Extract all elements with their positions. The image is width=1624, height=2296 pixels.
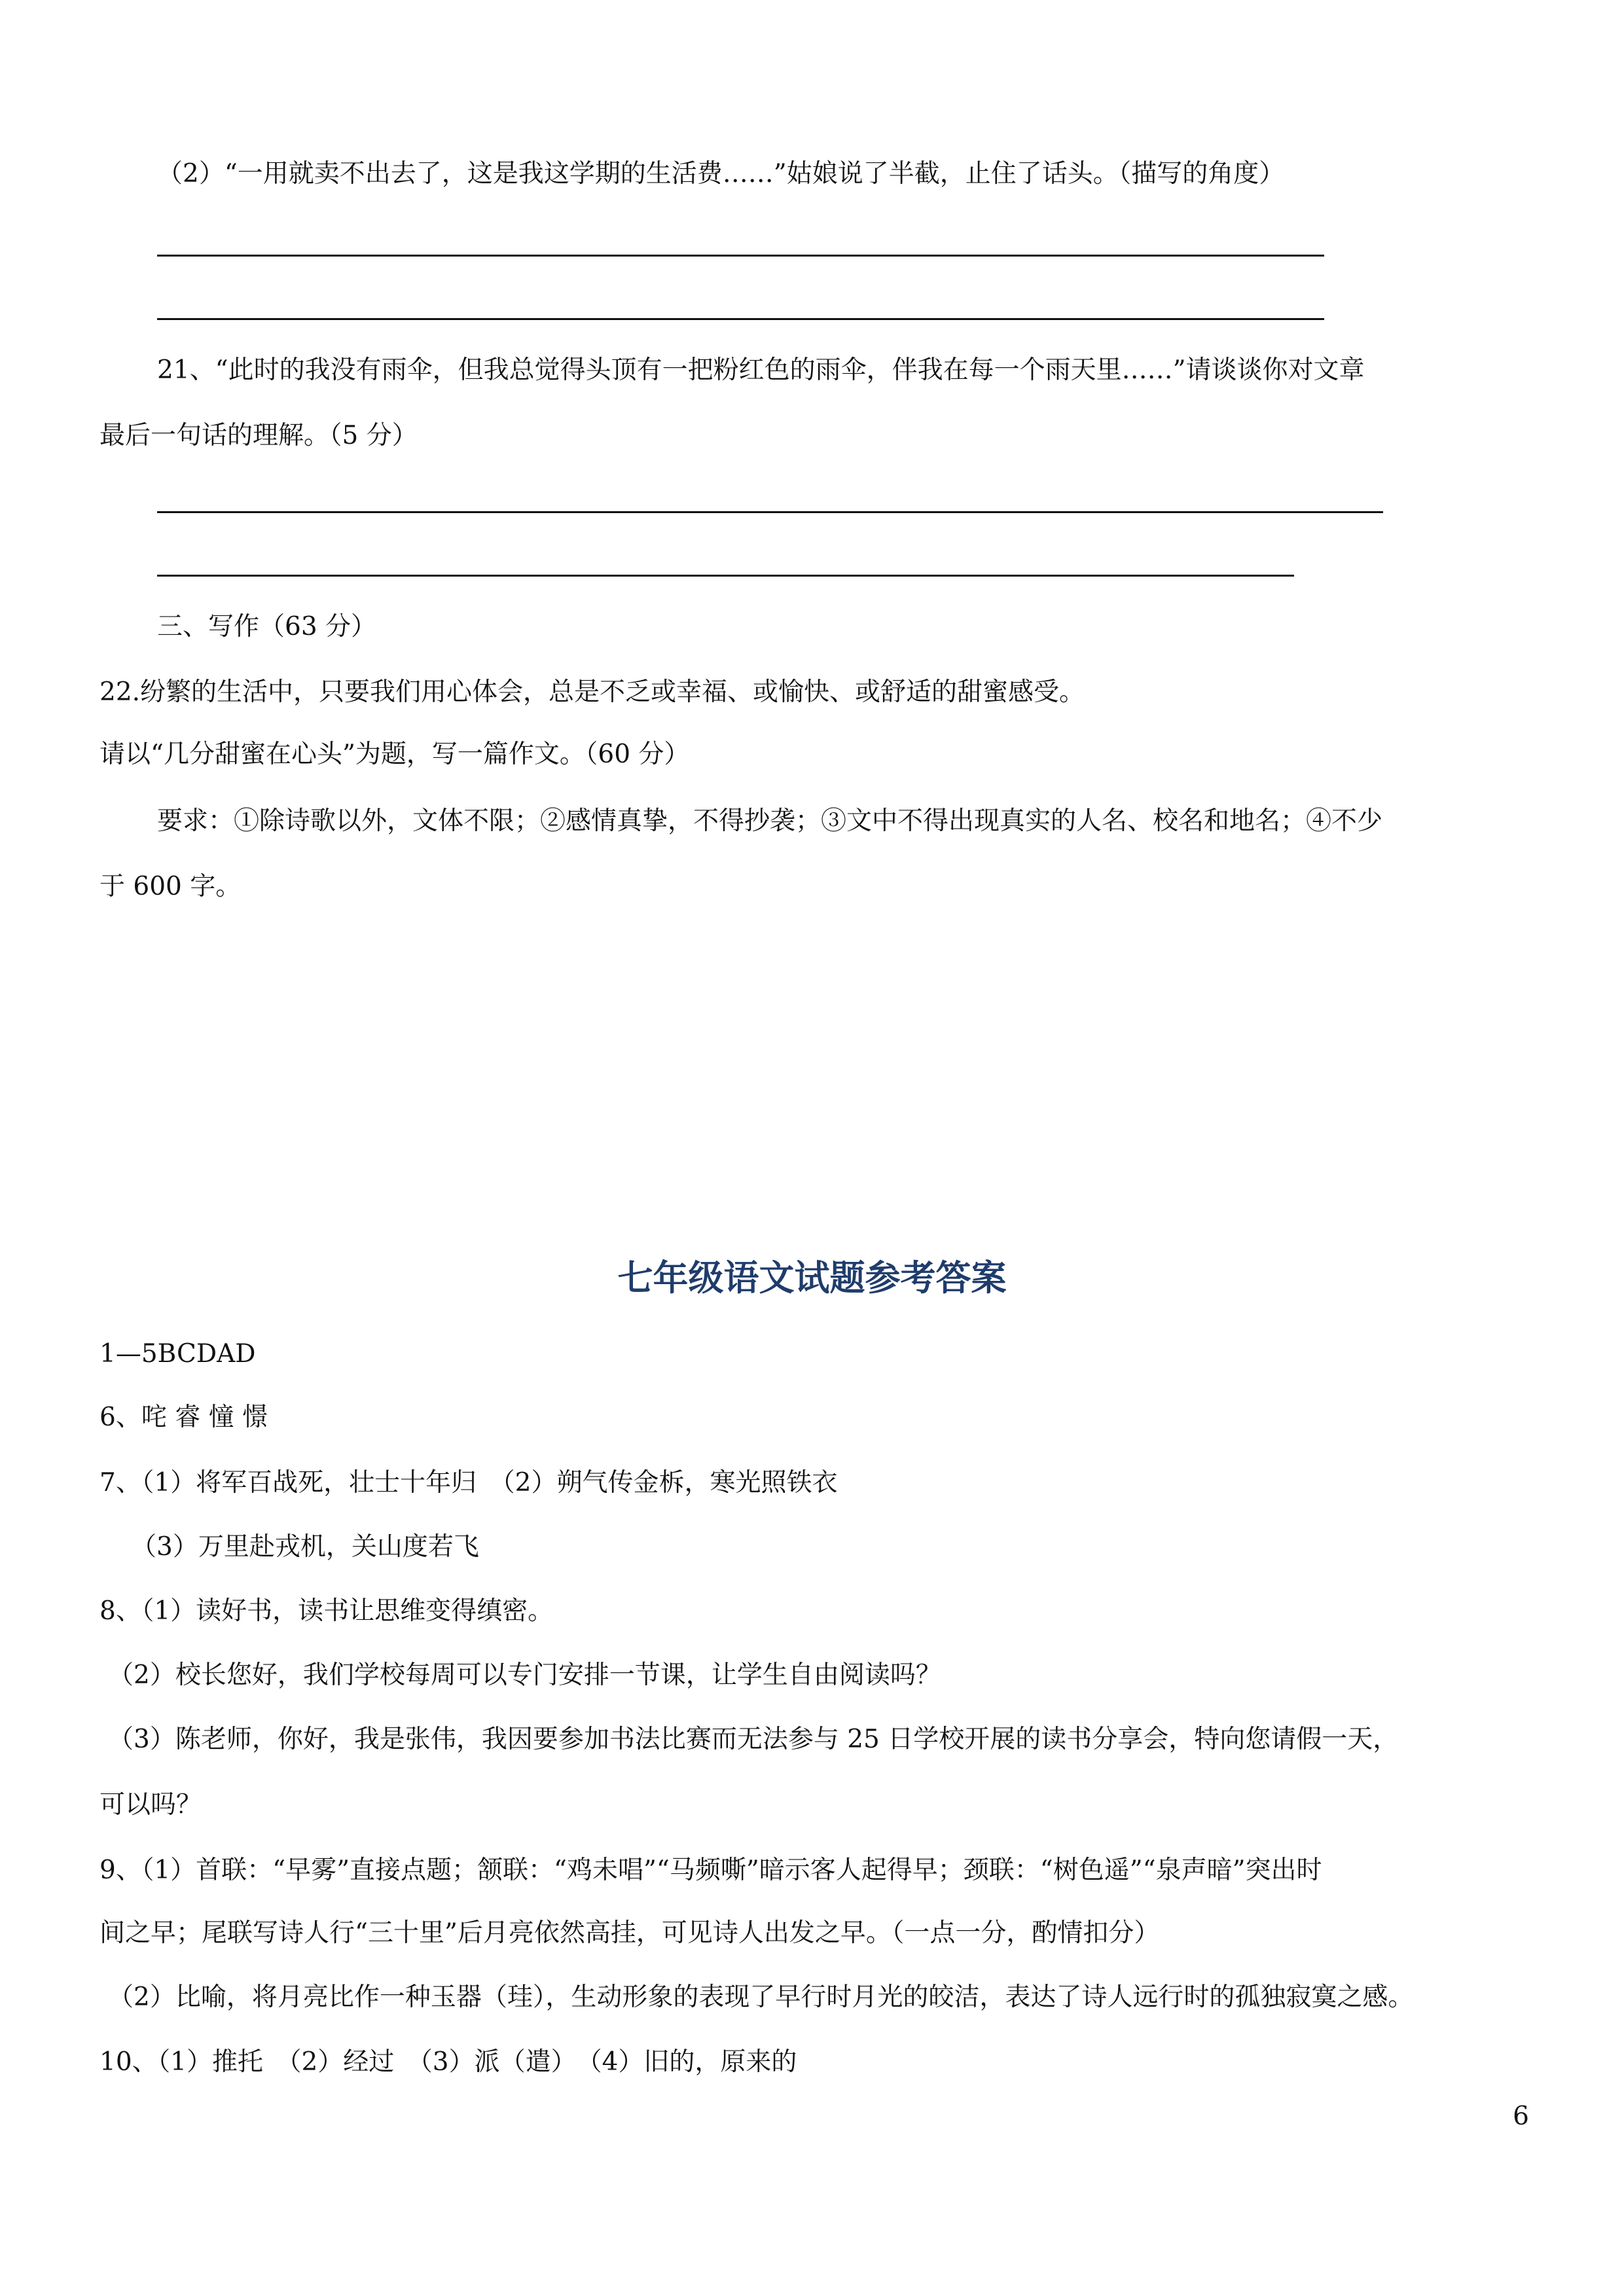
answer-line [157,318,1324,320]
answer-8-part-2: （2）校长您好，我们学校每周可以专门安排一节课，让学生自由阅读吗？ [108,1660,941,1690]
page-number: 6 [1513,2102,1529,2131]
answer-7-line-1: 7、（1）将军百战死，壮士十年归 （2）朔气传金柝，寒光照铁衣 [99,1468,838,1498]
answer-10: 10、（1）推托 （2）经过 （3）派（遣） （4）旧的，原来的 [99,2047,797,2077]
answer-6: 6、咤 睿 憧 憬 [99,1403,268,1432]
answer-9-part-1-line-2: 间之早；尾联写诗人行“三十里”后月亮依然高挂，可见诗人出发之早。（一点一分，酌情扣分） [99,1918,1160,1948]
answer-9-part-2: （2）比喻，将月亮比作一种玉器（珪），生动形象的表现了早行时月光的皎洁，表达了诗人远行时的孤独寂寞之感。 [108,1982,1414,2012]
question-22-line-1: 22.纷繁的生活中，只要我们用心体会，总是不乏或幸福、或愉快、或舒适的甜蜜感受。 [99,677,1085,707]
question-20-part-2: （2）“一用就卖不出去了，这是我这学期的生活费……”姑娘说了半截，止住了话头。（描写的角度） [157,159,1285,188]
answer-8-part-3-line-1: （3）陈老师，你好，我是张伟，我因要参加书法比赛而无法参与 25 日学校开展的读书分享会，特向您请假一天， [108,1725,1399,1754]
answer-9-part-1-line-1: 9、（1）首联：“早雾”直接点题；颔联：“鸡未唱”“马频嘶”暗示客人起得早；颈联：“树色遥”“泉声暗”突出时 [99,1856,1322,1885]
question-21-line-2: 最后一句话的理解。（5 分） [99,421,418,450]
answer-line [157,255,1324,257]
section-3-heading: 三、写作（63 分） [157,612,377,641]
answer-1-5: 1—5BCDAD [99,1339,256,1369]
answer-8-part-3-line-2: 可以吗？ [99,1790,202,1820]
question-22-line-2: 请以“几分甜蜜在心头”为题，写一篇作文。（60 分） [99,740,690,769]
answer-key-title: 七年级语文试题参考答案 [617,1257,1007,1299]
question-21-line-1: 21、“此时的我没有雨伞，但我总觉得头顶有一把粉红色的雨伞，伴我在每一个雨天里……”请谈谈你对文章 [157,355,1365,385]
answer-line [157,511,1383,513]
question-22-requirements-1: 要求：①除诗歌以外，文体不限；②感情真挚，不得抄袭；③文中不得出现真实的人名、校名和地名；④不少 [157,806,1383,836]
answer-7-line-2: （3）万里赴戎机，关山度若飞 [131,1532,479,1562]
question-22-requirements-2: 于 600 字。 [99,872,242,901]
answer-line [157,575,1294,577]
answer-8-part-1: 8、（1）读好书，读书让思维变得缜密。 [99,1596,554,1626]
